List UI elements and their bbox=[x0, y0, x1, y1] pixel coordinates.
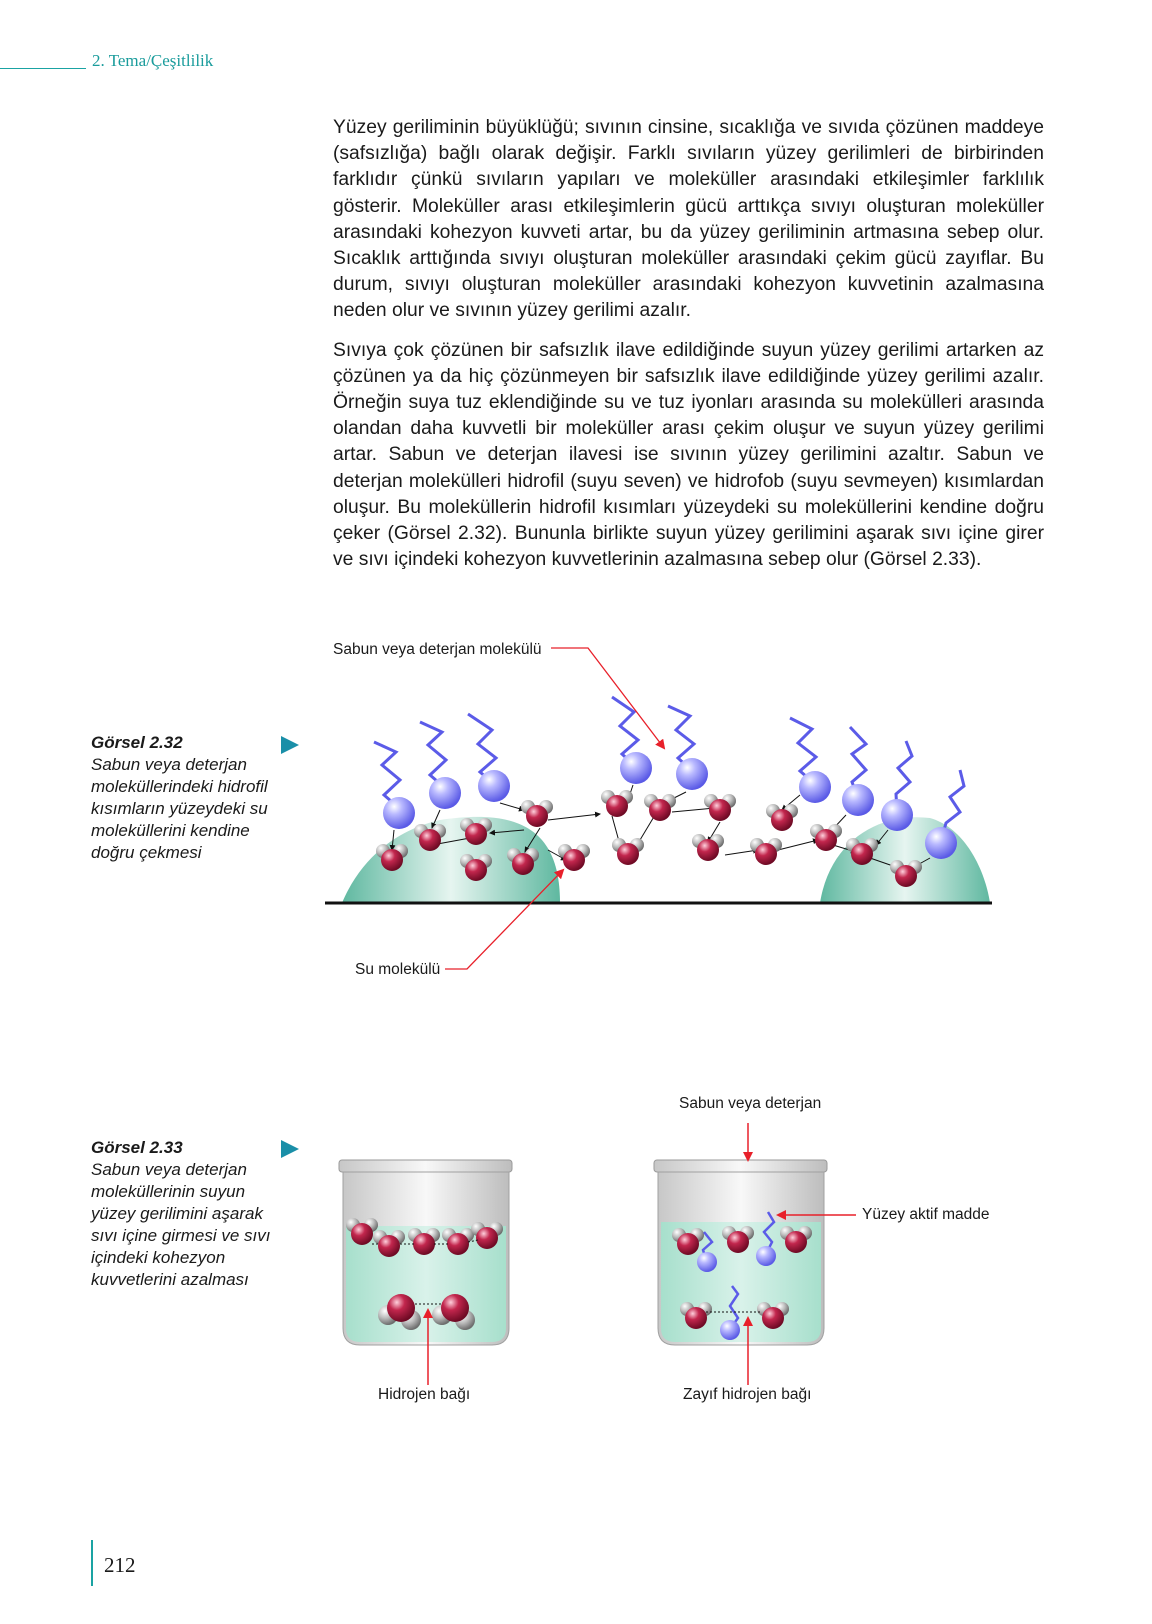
figure-233-title: Görsel 2.33 bbox=[91, 1138, 183, 1157]
paragraph-1: Yüzey geriliminin büyüklüğü; sıvının cinsine, sıcaklığa ve sıvıda çözünen maddeye (safsızlığa) bağlı olarak değişir. Farklı sıvıların yüzey gerilimleri de birbirinden farklıdır çünkü sıvıların yapıları ve moleküller arasındaki etkileşimler farklılık gösterir. Moleküller arası etkileşimlerin gücü arttıkça sıvıyı oluşturan moleküller arasındaki kohezyon kuvveti artar, bu da yüzey geriliminin artmasına sebep olur. Sıcaklık arttığında sıvıyı oluşturan moleküller arasındaki çekim gücü zayıflar. Bu durum, sıvıyı oluşturan moleküller arasındaki kohezyon kuvvetinin azalmasına neden olur ve sıvının yüzey gerilimi azalır. bbox=[333, 117, 1044, 322]
beaker-pure-water bbox=[339, 1160, 512, 1345]
figure-232-caption-text: Sabun veya deterjan moleküllerindeki hidrofil kısımların yüzeydeki su moleküllerini kendine doğru çekmesi bbox=[91, 755, 268, 862]
paragraph-2: Sıvıya çok çözünen bir safsızlık ilave edildiğinde suyun yüzey gerilimi artarken az çözünen ya da hiç çözünmeyen bir safsızlık ilave edildiğinde yüzey gerilimi azalır. Örneğin suya tuz eklendiğinde su ve tuz iyonları arasında su molekülleri arasında olandan daha kuvvetli bir moleküller arası çekim oluşur ve suyun yüzey gerilimi artar. Sabun ve deterjan ilavesi ise sıvının yüzey gerilimini azaltır. Sabun ve deterjan molekülleri hidrofil (suyu seven) ve hidrofob (suyu sevmeyen) kısımlardan oluşur. Bu moleküllerin hidrofil kısımları yüzeydeki su moleküllerini kendine doğru çeker (Görsel 2.32). Bununla birlikte suyun yüzey gerilimini aşarak sıvı içine girer ve sıvı içindeki kohezyon kuvvetlerinin azalmasına sebep olur (Görsel 2.33). bbox=[333, 339, 1044, 571]
label-weak-hydrogen-bond: Zayıf hidrojen bağı bbox=[683, 1386, 812, 1403]
page-number: 212 bbox=[104, 1553, 136, 1577]
figure-232-title: Görsel 2.32 bbox=[91, 733, 183, 752]
figure-233-pointer-icon bbox=[281, 1140, 299, 1158]
section-header: 2. Tema/Çeşitlilik bbox=[92, 51, 214, 70]
label-surfactant: Yüzey aktif madde bbox=[862, 1206, 990, 1223]
label-soap-molecule: Sabun veya deterjan molekülü bbox=[333, 641, 542, 658]
figure-233-caption bbox=[91, 1137, 291, 1291]
figure-233-caption-text: Sabun veya deterjan moleküllerinin suyun yüzey gerilimini aşarak sıvı içine girmesi ve sıvı içindeki kohezyon kuvvetlerini azalması bbox=[91, 1160, 271, 1289]
soap-callout-arrow bbox=[551, 648, 664, 748]
label-hydrogen-bond: Hidrojen bağı bbox=[378, 1386, 471, 1403]
label-soap-detergent: Sabun veya deterjan bbox=[679, 1095, 822, 1112]
beaker-with-detergent bbox=[654, 1160, 827, 1345]
page-number-rule bbox=[91, 1540, 93, 1586]
label-water-molecule: Su molekülü bbox=[355, 961, 441, 978]
